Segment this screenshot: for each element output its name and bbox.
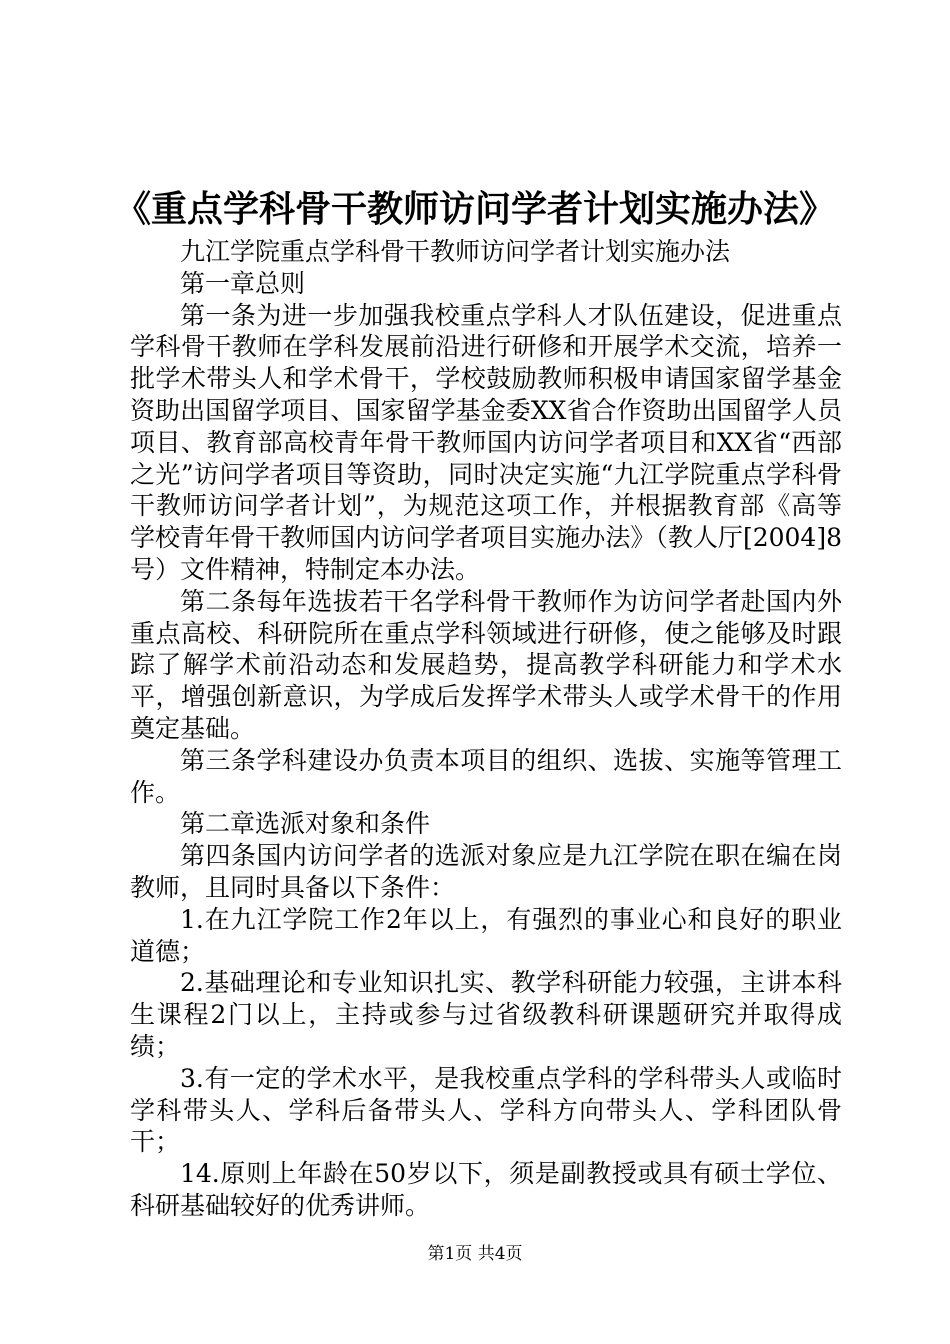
document-subtitle: 九江学院重点学科骨干教师访问学者计划实施办法	[180, 237, 731, 266]
page-footer: 第1页 共4页	[427, 1244, 523, 1264]
condition-item-3: 3.有一定的学术水平，是我校重点学科的学科带头人或临时学科带头人、学科后备带头人、学科方向带头人、学科团队骨干；	[130, 1063, 842, 1157]
document-title: 《重点学科骨干教师访问学者计划实施办法》	[114, 188, 835, 230]
condition-item-4: 14.原则上年龄在50岁以下，须是副教授或具有硕士学位、科研基础较好的优秀讲师。	[130, 1159, 842, 1220]
article-4: 第四条国内访问学者的选派对象应是九江学院在职在编在岗教师，且同时具备以下条件：	[130, 841, 842, 902]
article-2: 第二条每年选拔若干名学科骨干教师作为访问学者赴国内外重点高校、科研院所在重点学科领域进行研修，使之能够及时跟踪了解学术前沿动态和发展趋势，提高教学科研能力和学术水平，增强创新意识，为学成后发挥学术带头人或学术骨干的作用奠定基础。	[130, 586, 842, 743]
condition-item-2: 2.基础理论和专业知识扎实、教学科研能力较强，主讲本科生课程2门以上，主持或参与过省级教科研课题研究并取得成绩；	[130, 968, 842, 1061]
article-1: 第一条为进一步加强我校重点学科人才队伍建设，促进重点学科骨干教师在学科发展前沿进行研修和开展学术交流，培养一批学术带头人和学术骨干，学校鼓励教师积极申请国家留学基金资助出国留学项目、国家留学基金委XX省合作资助出国留学人员项目、教育部高校青年骨干教师国内访问学者项目和XX省“西部之光”访问学者项目等资助，同时决定实施“九江学院重点学科骨干教师访问学者计划”，为规范这项工作，并根据教育部《高等学校青年骨干教师国内访问学者项目实施办法》（教人厅[2004]8号）文件精神，特制定本办法。	[130, 300, 842, 584]
chapter-heading-1: 第一章总则	[180, 268, 306, 298]
chapter-heading-2: 第二章选派对象和条件	[180, 809, 431, 839]
article-3: 第三条学科建设办负责本项目的组织、选拔、实施等管理工作。	[130, 745, 842, 807]
condition-item-1: 1.在九江学院工作2年以上，有强烈的事业心和良好的职业道德；	[130, 904, 842, 966]
document-body	[130, 236, 842, 1222]
